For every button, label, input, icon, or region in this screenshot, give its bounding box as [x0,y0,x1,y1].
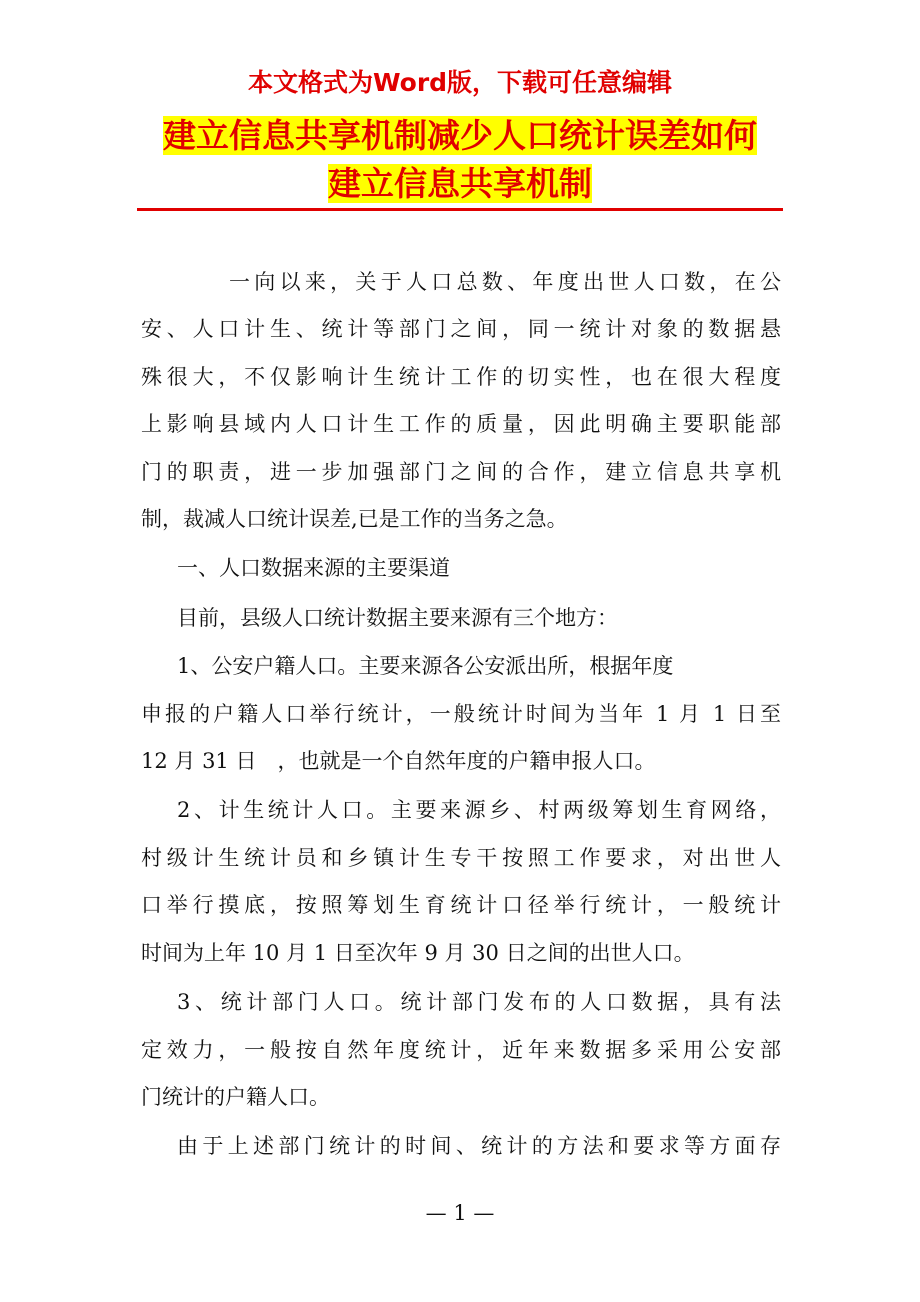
title-line-1: 建立信息共享机制减少人口统计误差如何 [163,116,757,155]
body-line-1: 一向以来，关于人口总数、年度出世人口数，在公 [229,270,781,294]
list-item-3-line-3: 门统计的户籍人口。 [141,1085,330,1109]
list-item-2-line-2: 村级计生统计员和乡镇计生专干按照工作要求，对出世人 [141,846,781,870]
body-line-last: 由于上述部门统计的时间、统计的方法和要求等方面存 [177,1134,781,1158]
title-divider [137,208,783,211]
body-line-2: 安、人口计生、统计等部门之间，同一统计对象的数据悬 [141,317,781,341]
page-number: — 1 — [425,1201,495,1225]
list-item-2-line-1: 2、计生统计人口。主要来源乡、村两级筹划生育网络， [177,798,781,822]
body-line-6: 制，裁减人口统计误差,已是工作的当务之急。 [141,507,568,531]
body-line-4: 上影响县域内人口计生工作的质量，因此明确主要职能部 [141,412,781,436]
list-item-3-line-1: 3、统计部门人口。统计部门发布的人口数据，具有法 [177,990,781,1014]
list-item-1-line-2: 申报的户籍人口举行统计，一般统计时间为当年 1 月 1 日至 [141,702,781,726]
body-line-8: 目前，县级人口统计数据主要来源有三个地方： [177,606,618,630]
list-item-1-line-3: 12 月 31 日 ，也就是一个自然年度的户籍申报人口。 [141,749,656,773]
body-line-3: 殊很大，不仅影响计生统计工作的切实性，也在很大程度 [141,365,781,389]
document-title [140,112,780,208]
body-line-5: 门的职责，进一步加强部门之间的合作，建立信息共享机 [141,460,781,484]
section-heading-1: 一、人口数据来源的主要渠道 [177,556,450,580]
list-item-3-line-2: 定效力，一般按自然年度统计，近年来数据多采用公安部 [141,1038,781,1062]
download-notice-banner: 本文格式为Word版，下载可任意编辑 [247,68,673,97]
title-line-2: 建立信息共享机制 [328,164,592,203]
list-item-2-line-4: 时间为上年 10 月 1 日至次年 9 月 30 日之间的出世人口。 [141,941,695,965]
list-item-2-line-3: 口举行摸底，按照筹划生育统计口径举行统计，一般统计 [141,893,781,917]
list-item-1-line-1: 1、公安户籍人口。主要来源各公安派出所，根据年度 [177,654,674,678]
